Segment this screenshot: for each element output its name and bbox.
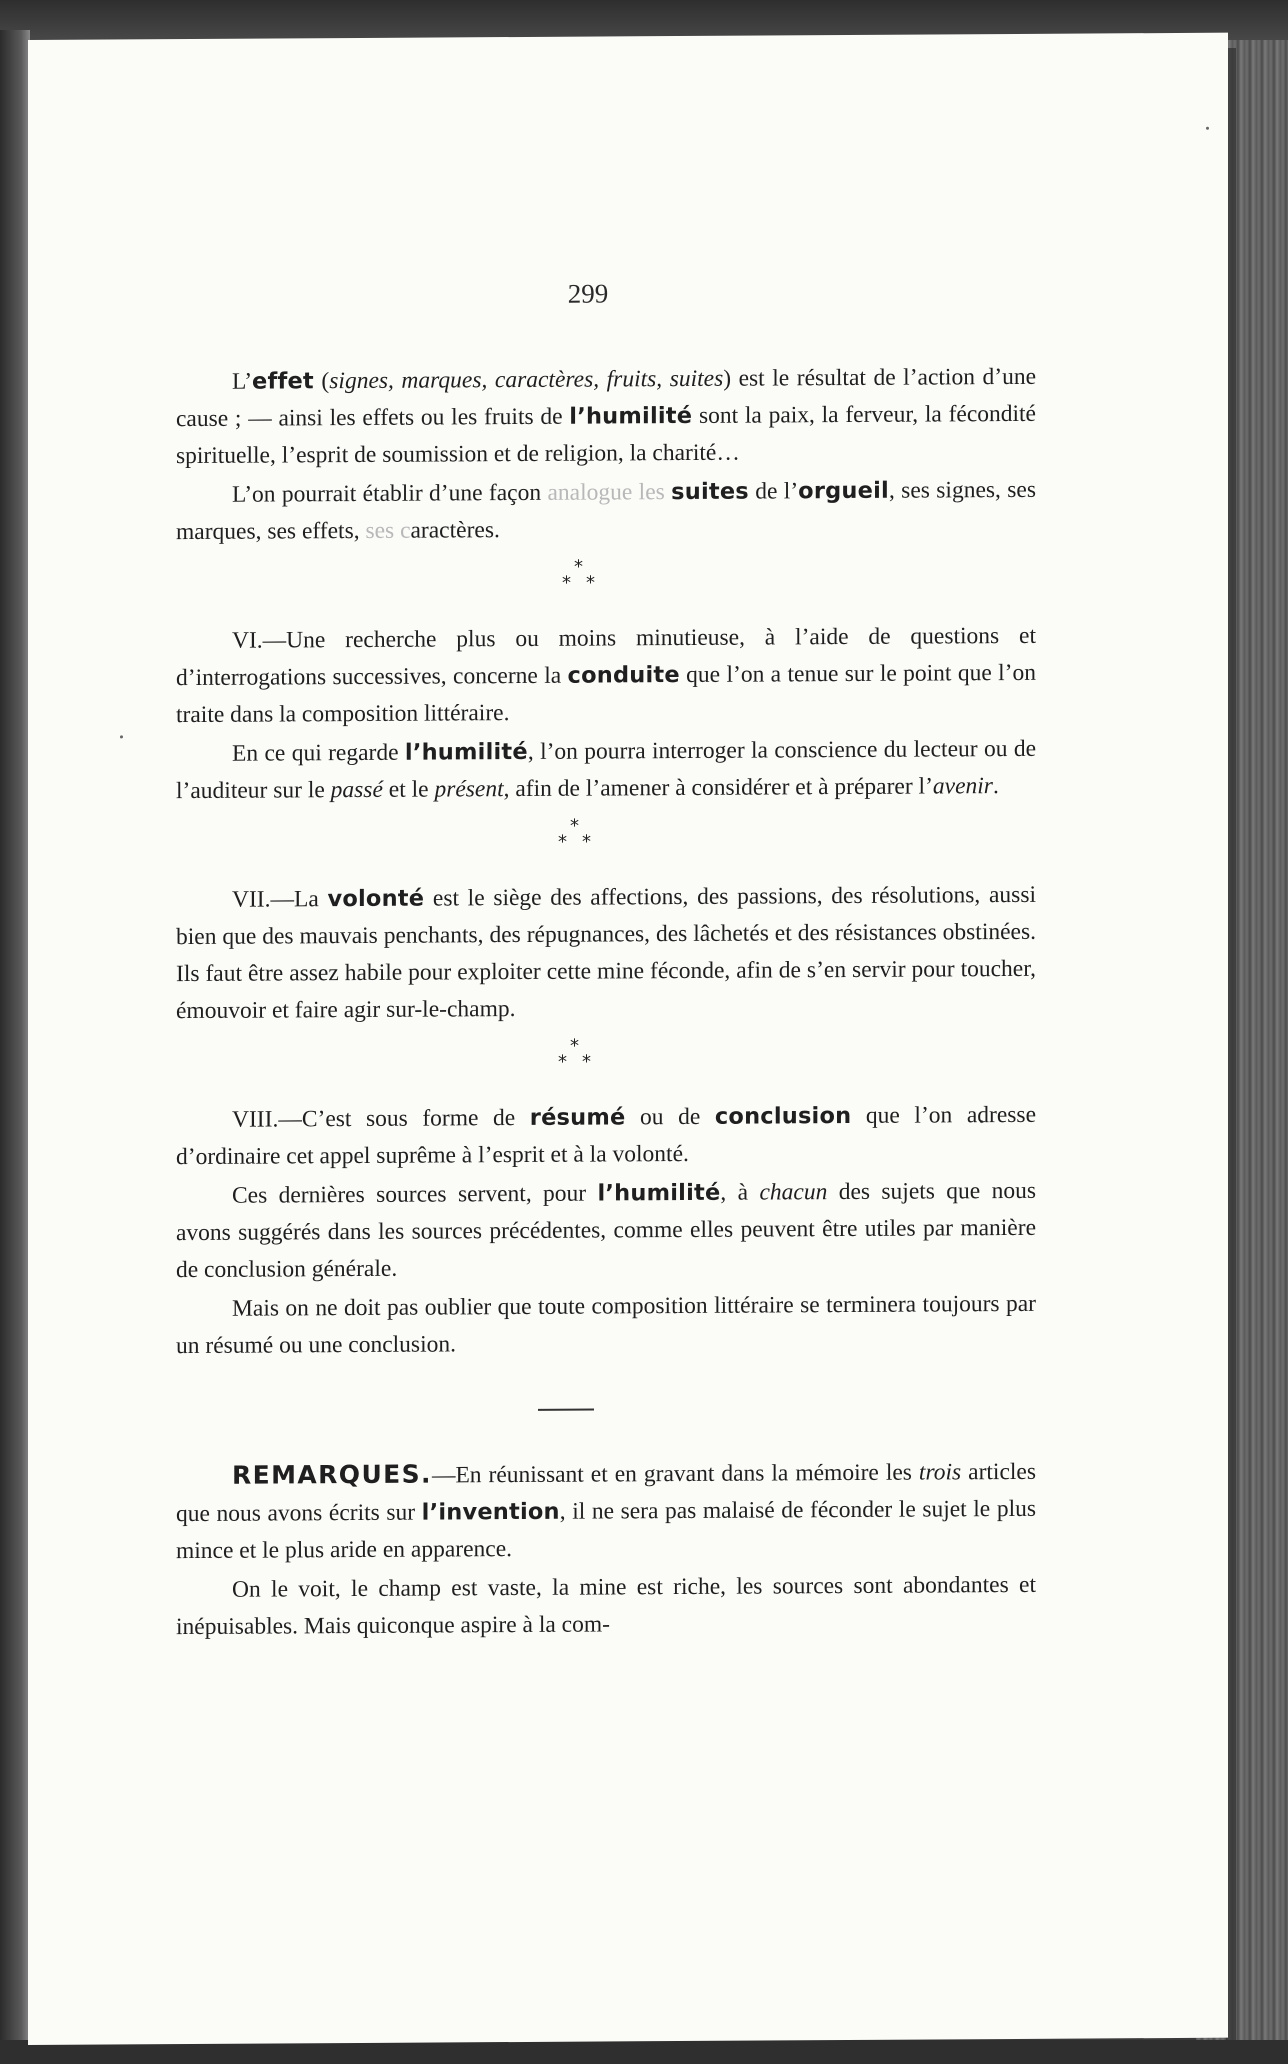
page-number: 299: [567, 278, 609, 309]
asterism-star: *: [570, 815, 579, 837]
asterism-star: *: [582, 831, 591, 853]
scan-speck: [120, 735, 123, 738]
paragraph-vi: VI.—Une recherche plus ou moins minutieuse, à l’aide de questions et d’interrogations successives, concerne la conduite que l’on a tenue sur le point que l’on traite dans la composition littéraire.: [176, 622, 1036, 729]
term-orgueil: orgueil: [798, 477, 889, 505]
term-list-italic: signes, marques, caractères, fruits, suites: [329, 365, 724, 395]
paragraph-remarques: REMARQUES.—En réunissant et en gravant dans la mémoire les trois articles que nous avons écrits sur l’invention, il ne sera pas malaisé de féconder le sujet le plus mince et le plus aride en apparence.: [176, 1458, 1036, 1565]
term-avenir: avenir: [932, 773, 993, 800]
section-rule: [538, 1409, 594, 1411]
book-page: [28, 33, 1228, 2045]
asterism-divider: [176, 1031, 1036, 1092]
asterism-star: *: [582, 1051, 591, 1073]
term-effet: effet: [252, 368, 314, 395]
asterism-divider: [176, 552, 1036, 613]
paragraph-viii: VIII.—C’est sous forme de résumé ou de conclusion que l’on adresse d’ordinaire cet appel suprême à l’esprit et à la volonté.: [176, 1101, 1036, 1171]
paragraph-vii: VII.—La volonté est le siège des affections, des passions, des résolutions, aussi bien que des mauvais penchants, des répugnances, des lâchetés et des résistances obstinées. Ils faut être assez habile pour exploiter cette mine féconde, afin de s’en servir pour toucher, émouvoir et faire agir sur-le-champ.: [176, 881, 1036, 1025]
term-volonte: volonté: [327, 885, 425, 913]
paragraph-oublier: Mais on ne doit pas oublier que toute composition littéraire se terminera toujours par un résumé ou une conclusion.: [176, 1290, 1036, 1360]
asterism-divider: [176, 811, 1036, 872]
asterism-star: *: [574, 556, 583, 578]
faded-text: analogue les: [547, 479, 665, 506]
asterism-star: *: [558, 1051, 567, 1073]
term-trois: trois: [918, 1459, 962, 1486]
asterism-star: *: [570, 1035, 579, 1057]
term-conduite: conduite: [567, 662, 680, 689]
term-invention: l’invention: [421, 1498, 560, 1526]
paragraph-dernieres-sources: Ces dernières sources servent, pour l’humilité, à chacun des sujets que nous avons suggérés dans les sources précédentes, comme elles peuvent être utiles par manière de conclusion générale.: [176, 1177, 1037, 1284]
body-text: [176, 359, 1036, 1646]
term-suites: suites: [671, 478, 749, 506]
remarques-heading: REMARQUES.: [232, 1459, 432, 1490]
term-humilite: l’humilité: [569, 402, 693, 430]
term-conclusion: conclusion: [714, 1102, 852, 1130]
faded-text: ses c: [365, 517, 411, 544]
paragraph-humilite-passe: En ce qui regarde l’humilité, l’on pourra interroger la conscience du lecteur ou de l’auditeur sur le passé et le présent, afin de l’amener à considérer et à préparer l’avenir.: [176, 735, 1036, 805]
term-chacun: chacun: [759, 1179, 828, 1206]
asterism-star: *: [586, 572, 595, 594]
term-present: présent: [434, 776, 504, 803]
paragraph-effet: L’effet (signes, marques, caractères, fruits, suites) est le résultat de l’action d’une cause ; — ainsi les effets ou les fruits de l’humilité sont la paix, la ferveur, la fécondité spirituelle, l’esprit de soumission et de religion, la charité…: [176, 363, 1037, 470]
term-passe: passé: [330, 776, 383, 804]
term-resume: résumé: [529, 1104, 626, 1131]
paragraph-orgueil: L’on pourrait établir d’une façon analogue les suites de l’orgueil, ses signes, ses marques, ses effets, ses caractères.: [176, 476, 1036, 546]
scan-speck: [1206, 127, 1209, 130]
term-humilite: l’humilité: [404, 738, 528, 766]
asterism-star: *: [558, 831, 567, 853]
term-humilite: l’humilité: [597, 1179, 721, 1207]
paragraph-champ-vaste: On le voit, le champ est vaste, la mine est riche, les sources sont abondantes et inépuisables. Mais quiconque aspire à la com-: [176, 1571, 1036, 1641]
scan-left-edge: [0, 30, 30, 2064]
asterism-star: *: [562, 572, 571, 594]
